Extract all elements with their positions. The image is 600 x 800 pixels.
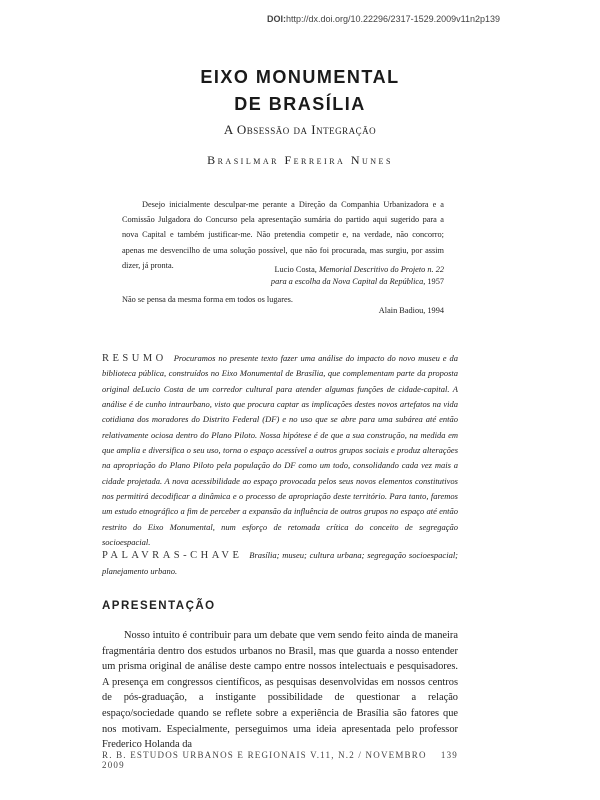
abstract-text: Procuramos no presente texto fazer uma análise do impacto do novo museu e da biblioteca pública, construídos no Eixo Monumental de Brasília, que complementam parte da proposta original deLucio Costa de um corredor cultural para atender algumas funções de cidade-capital. A análise é de cunho intraurbano, visto que procura captar as implicações destes novos artefatos na vida cotidiana dos moradores do Distrito Federal (DF) e no uso que se abre para uma subárea até então relativamente ociosa dentro do Plano Piloto. Nossa hipótese é de que a sua construção, na medida em que amplia e diversifica o seu uso, torna o espaço acessível a outros grupos sociais e produz alterações na apropriação do Plano Piloto pela população do DF como um todo, consolidando cada vez mais a cidade projetada. A nova acessibilidade ao espaço provocada pelos seus novos elementos constitutivos nos permitirá decodificar a dinâmica e o processo de apropriação deste território. Para tanto, faremos um estudo etnográfico a fim de perceber a expansão da influência de outros grupos no espaço até então restrito do Eixo Monumental, num esforço de retomada crítica do conceito de segregação socioespacial. xyxy=(102,353,459,548)
doi-link[interactable]: http://dx.doi.org/10.22296/2317-1529.2009v11n2p139 xyxy=(285,14,500,24)
keywords-text: Brasília; museu; cultura urbana; segregação socioespacial; planejamento urbano. xyxy=(102,550,459,576)
doi-line xyxy=(267,14,500,24)
epigraph-cite-work-2: para a escolha da Nova Capital da República, xyxy=(270,277,426,287)
keywords-label: PALAVRAS-CHAVE xyxy=(102,550,243,561)
doi-label: DOI: xyxy=(266,14,286,24)
article-author: Brasilmar Ferreira Nunes xyxy=(207,153,393,167)
abstract xyxy=(102,351,458,550)
title-line-2: DE BRASÍLIA xyxy=(234,94,366,114)
epigraph-quote: Desejo inicialmente desculpar-me perante a Direção da Companhia Urbanizadora e a Comissão Julgadora do Concurso pela apresentação sumária do partido aqui sugerido para a nova Capital e também justificar-me. Não pretendia competir e, na verdade, não concorro; apenas me desvencilho de uma solução possível, que não foi procurada, mas surgiu, por assim dizer, já pronta. xyxy=(122,200,444,270)
section-heading: APRESENTAÇÃO xyxy=(102,600,216,612)
abstract-label: RESUMO xyxy=(102,353,167,364)
title-line-1: EIXO MONUMENTAL xyxy=(200,67,400,87)
epigraph-cite-year: 1957 xyxy=(427,277,444,287)
keywords xyxy=(102,548,458,579)
article-subtitle: A Obsessão da Integração xyxy=(223,122,377,137)
epigraph-2-quote: Não se pensa da mesma forma em todos os lugares. xyxy=(122,295,293,304)
epigraph-citation xyxy=(200,264,444,289)
epigraph-cite-work: Memorial Descritivo do Projeto n. 22 xyxy=(318,265,444,274)
epigraph-2-citation: Alain Badiou, 1994 xyxy=(378,306,444,315)
page-footer xyxy=(102,750,458,770)
epigraph-cite-author: Lucio Costa, xyxy=(274,265,317,274)
article-title xyxy=(100,64,500,118)
body-paragraph: Nosso intuito é contribuir para um debate que vem sendo feito ainda de maneira fragmentária dentro dos estudos urbanos no Brasil, mas que guarda a nosso entender um prisma original de análise deste campo entre nossos intelectuais e pesquisadores. A presença em congressos científicos, as pesquisas desenvolvidas em nossos centros de pós-graduação, a instigante possibilidade de questionar a relação espaço/sociedade quando se reflete sobre a experiência de Brasília são fatores que nos motivam. Especialmente, perseguimos uma ideia apresentada pelo professor Frederico Holanda da xyxy=(102,630,458,751)
page-number: 139 xyxy=(440,750,458,760)
footer-journal: R. B. ESTUDOS URBANOS E REGIONAIS V.11, N.2 / NOVEMBRO 2009 xyxy=(102,750,427,770)
